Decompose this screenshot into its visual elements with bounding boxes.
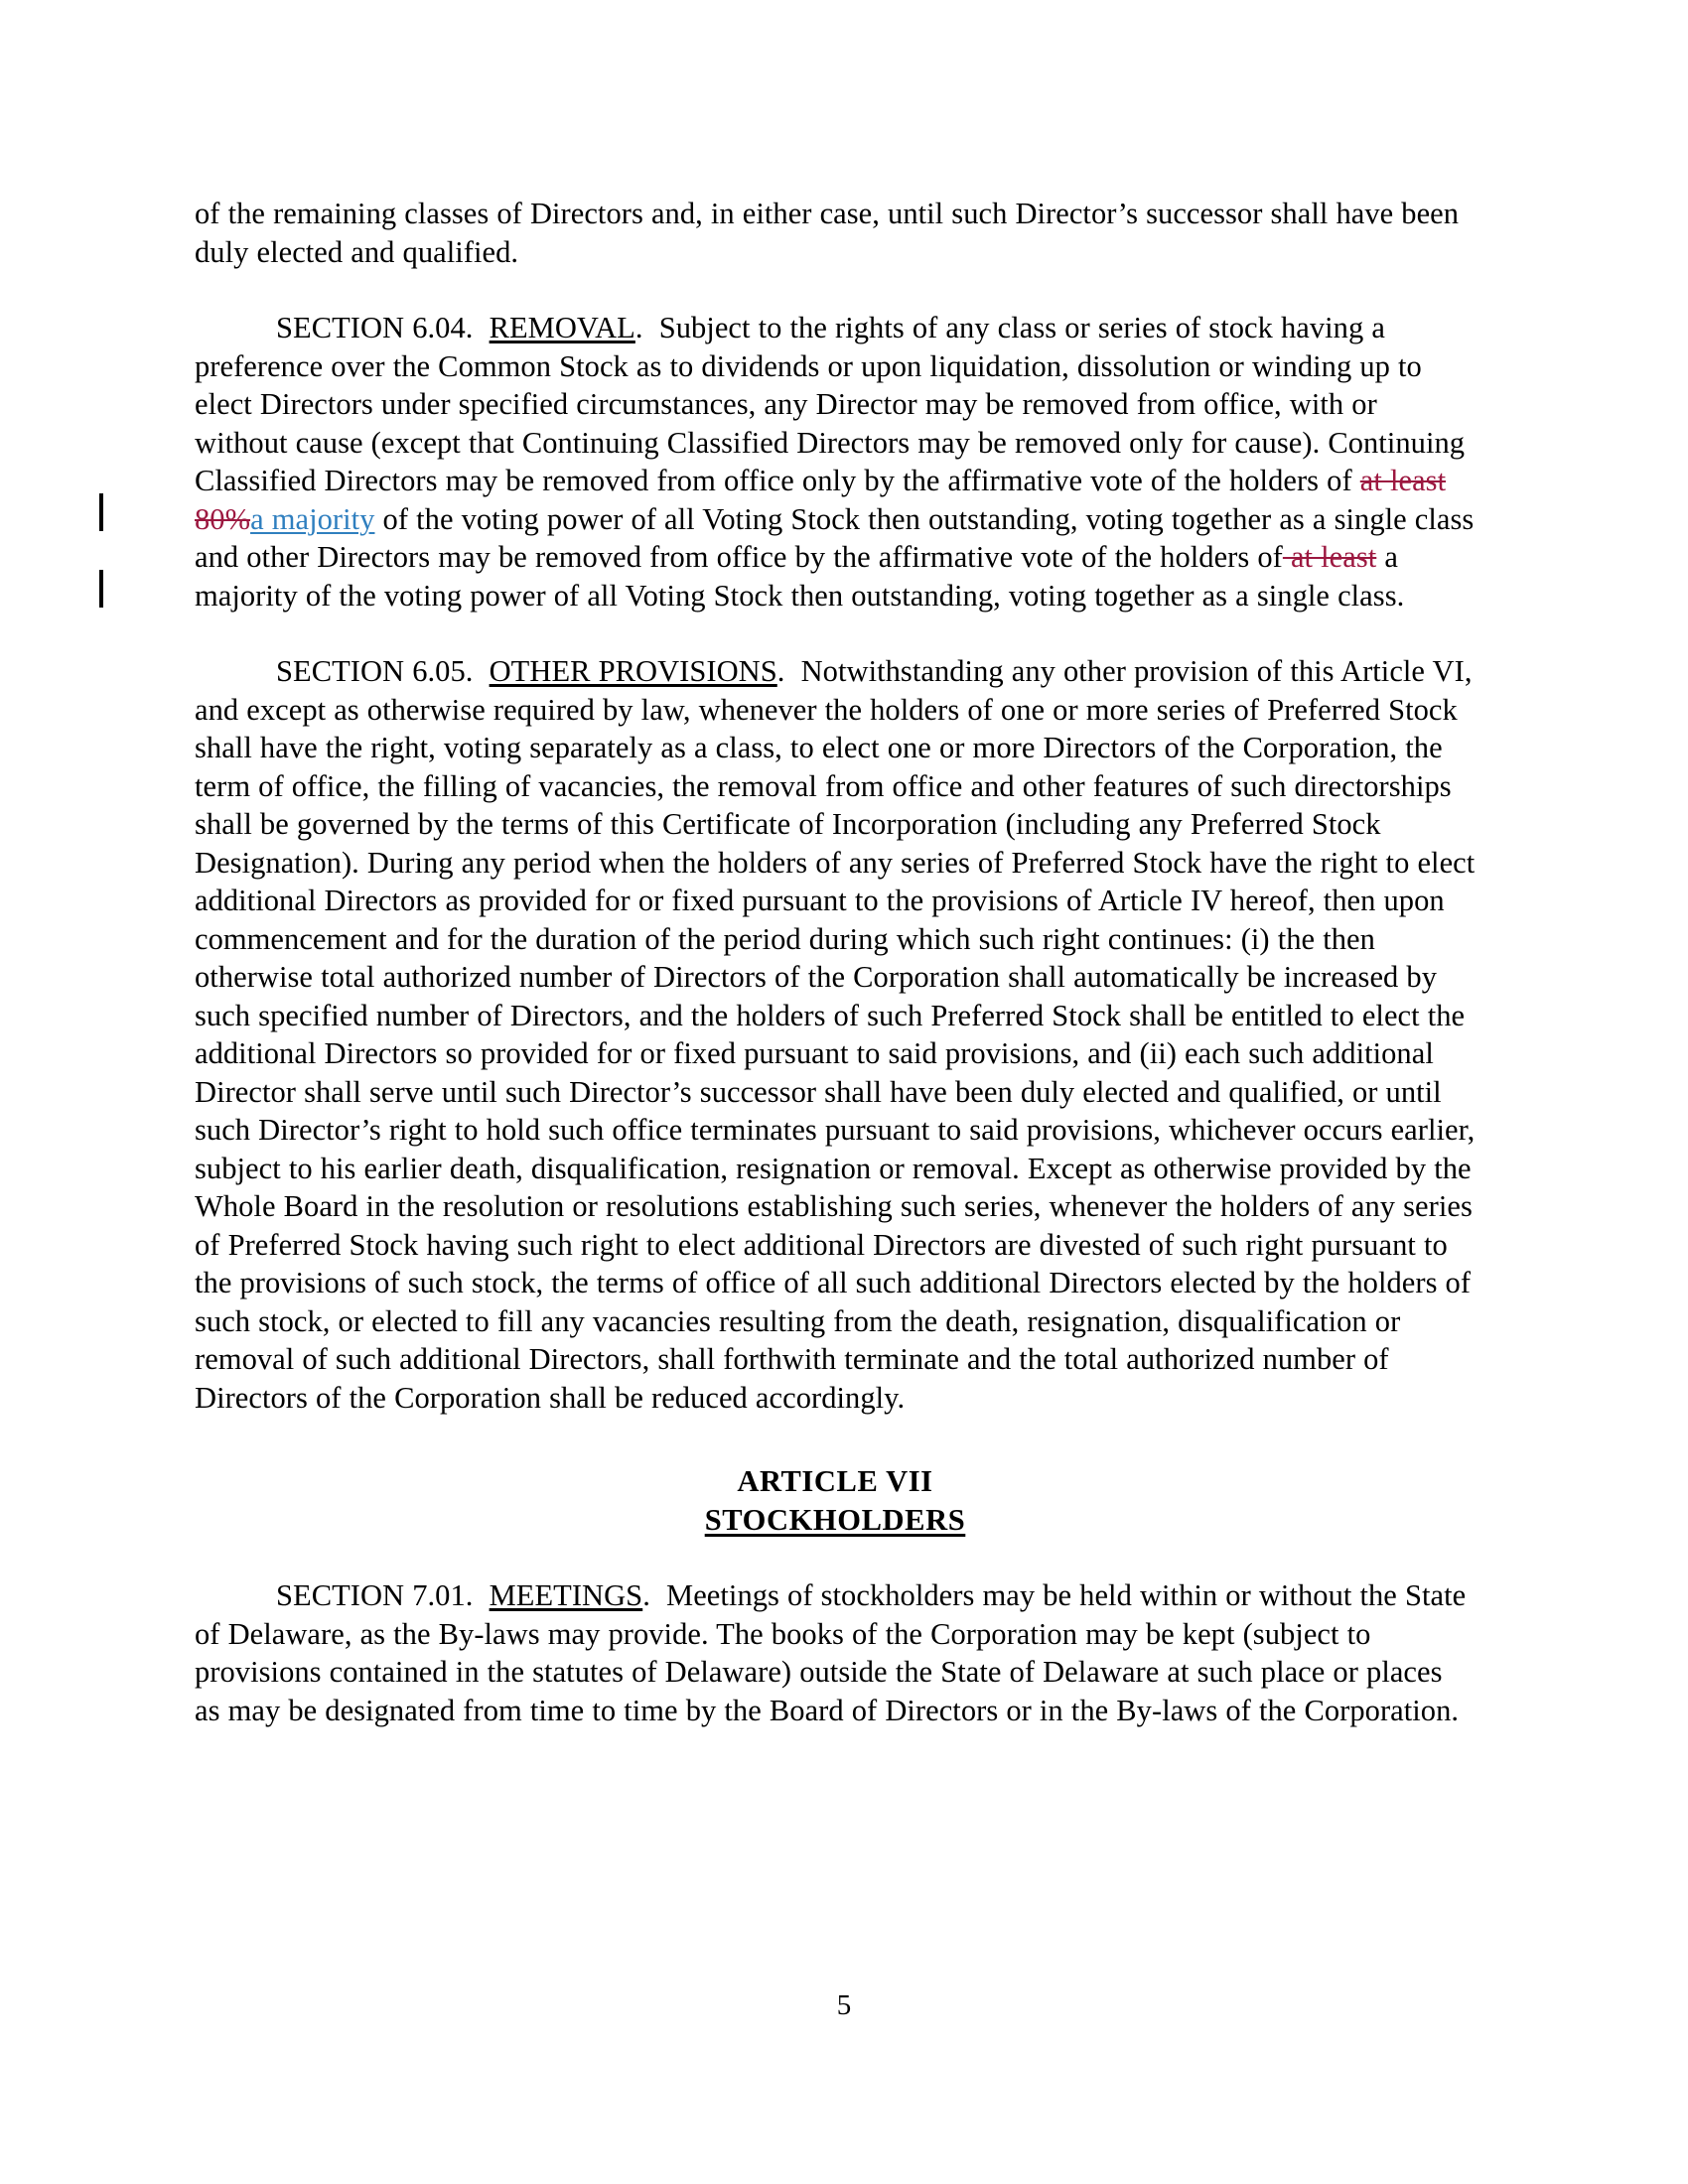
article-vii-heading: ARTICLE VII (737, 1464, 933, 1498)
inserted-text-a-majority: a majority (250, 501, 375, 536)
paragraph-section-6-04 (195, 309, 1476, 614)
section-6-05-body: Notwithstanding any other provision of this Article VI, and except as otherwise required by law, whenever the holders of one or more series of Preferred Stock shall have the right, voting separately as a class, to elect one or more Directors of the Corporation, the term of office, the filling of vacancies, the removal from office and other features of such directorships shall be governed by the terms of this Certificate of Incorporation (including any Preferred Stock Designation). During any period when the holders of any series of Preferred Stock have the right to elect additional Directors as provided for or fixed pursuant to the provisions of Article IV hereof, then upon commencement and for the duration of the period during which such right continues: (i) the then otherwise total authorized number of Directors of the Corporation shall automatically be increased by such specified number of Directors, and the holders of such Preferred Stock shall be entitled to elect the additional Directors so provided for or fixed pursuant to said provisions, and (ii) each such additional Director shall serve until such Director’s successor shall have been duly elected and qualified, or until such Director’s right to hold such office terminates pursuant to said provisions, whichever occurs earlier, subject to his earlier death, disqualification, resignation or removal. Except as otherwise provided by the Whole Board in the resolution or resolutions establishing such series, whenever the holders of any series of Preferred Stock having such right to elect additional Directors are divested of such right pursuant to the provisions of such stock, the terms of office of all such additional Directors elected by the holders of such stock, or elected to fill any vacancies resulting from the death, resignation, disqualification or removal of such additional Directors, shall forthwith terminate and the total authorized number of Directors of the Corporation shall be reduced accordingly. (195, 654, 1476, 1415)
section-6-05-title: OTHER PROVISIONS (489, 654, 777, 688)
paragraph-spacer (195, 1539, 1476, 1576)
section-7-01-number: SECTION 7.01. (276, 1578, 474, 1612)
section-6-05-title-suffix: . (776, 654, 785, 688)
page-number: 5 (836, 1989, 852, 2021)
paragraph-spacer (195, 614, 1476, 652)
article-vii-heading-block (195, 1462, 1476, 1539)
paragraph-spacer (195, 271, 1476, 309)
revision-change-bar-1 (99, 493, 103, 531)
section-6-04-body-part-1: Subject to the rights of any class or series of stock having a preference over the Common Stock as to dividends or upon liquidation, dissolution or winding up to elect Directors under specified circumstances, any Director may be removed from office, with or without cause (except that Continuing Classified Directors may be removed only for cause). Continuing Classified Directors may be removed from office only by the affirmative vote of the holders of (195, 311, 1466, 497)
deleted-text-at-least-80-percent: at least 80% (195, 464, 1447, 536)
section-6-04-body-part-2: of the voting power of all Voting Stock then outstanding, voting together as a single class and other Directors may be removed from office by the affirmative vote of the holders of (195, 501, 1475, 574)
paragraph-continued-6-03 (195, 195, 1476, 271)
section-6-04-title-suffix: . (634, 311, 643, 344)
section-7-01-title-suffix: . (642, 1578, 650, 1612)
deleted-text-at-least: at least (1282, 540, 1377, 574)
section-7-01-body: Meetings of stockholders may be held within or without the State of Delaware, as the By-laws may provide. The books of the Corporation may be kept (subject to provisions contained in the statutes of Delaware) outside the State of Delaware at such place or places as may be designated from time to time by the Board of Directors or in the By-laws of the Corporation. (195, 1578, 1467, 1727)
section-6-04-body-part-3: a majority of the voting power of all Voting Stock then outstanding, voting together as a single class. (195, 540, 1405, 613)
revision-change-bar-2 (99, 570, 103, 608)
paragraph-section-7-01 (195, 1576, 1476, 1729)
section-7-01-title: MEETINGS (489, 1578, 643, 1612)
page-content (195, 195, 1476, 1729)
section-6-04-title: REMOVAL (489, 311, 635, 344)
section-6-04-number: SECTION 6.04. (276, 311, 474, 344)
section-6-05-number: SECTION 6.05. (276, 654, 474, 688)
paragraph-section-6-05 (195, 652, 1476, 1417)
continued-text: of the remaining classes of Directors and, in either case, until such Director’s successor shall have been duly elected and qualified. (195, 197, 1460, 269)
article-vii-subheading: STOCKHOLDERS (704, 1502, 966, 1537)
